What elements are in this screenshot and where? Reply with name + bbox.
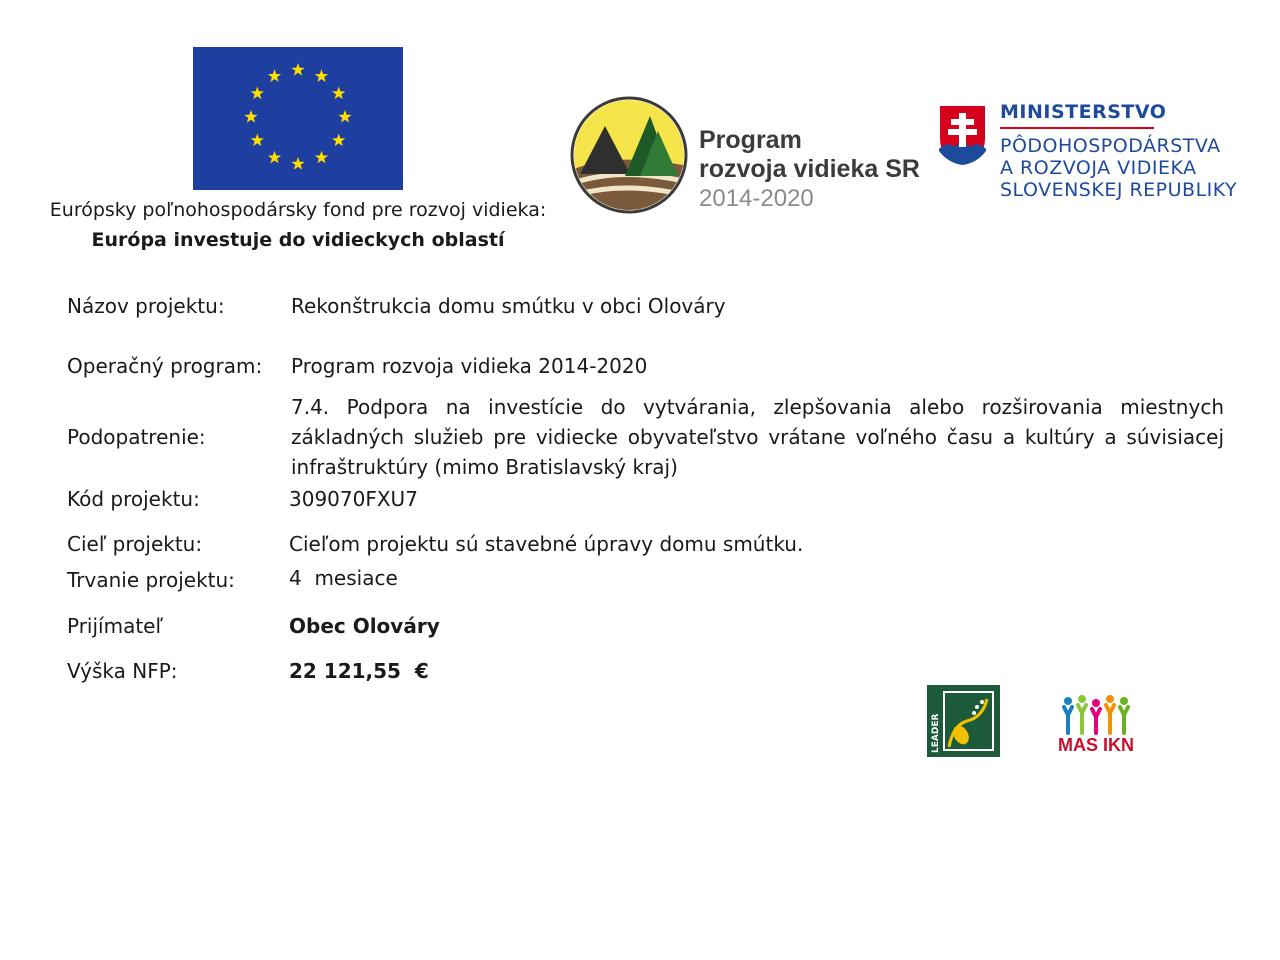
slovak-coat-of-arms-icon bbox=[937, 103, 988, 167]
duration-value: 4 mesiace bbox=[289, 566, 398, 590]
mas-ikn-label: MAS IKN bbox=[1058, 735, 1134, 755]
project-name-value: Rekonštrukcia domu smútku v obci Olováry bbox=[291, 294, 726, 318]
project-goal-value: Cieľom projektu sú stavebné úpravy domu smútku. bbox=[289, 532, 804, 556]
program-label: Operačný program: bbox=[67, 354, 263, 378]
project-goal-label: Cieľ projektu: bbox=[67, 532, 203, 556]
leader-text: LEADER bbox=[931, 713, 941, 753]
eu-fund-caption: Európsky poľnohospodársky fond pre rozvoj vidieka: bbox=[49, 199, 547, 221]
program-value: Program rozvoja vidieka 2014-2020 bbox=[291, 354, 648, 378]
ministry-divider bbox=[1000, 127, 1154, 129]
prv-title-line1: Program bbox=[699, 126, 802, 154]
ministry-line1: MINISTERSTVO bbox=[1000, 101, 1167, 123]
eu-flag-icon bbox=[193, 47, 403, 190]
prv-title-line2: rozvoja vidieka SR bbox=[699, 155, 920, 183]
project-name-label: Názov projektu: bbox=[67, 294, 225, 318]
submeasure-value: 7.4. Podpora na investície do vytvárania, zlepšovania alebo rozširovania miestnych základných služieb pre vidiecke obyvateľstvo vrátane voľného času a kultúry a súvisiacej infraštruktúry (mimo Bratislavský kraj) bbox=[291, 395, 1224, 479]
project-code-label: Kód projektu: bbox=[67, 487, 200, 511]
project-code-value: 309070FXU7 bbox=[289, 487, 418, 511]
recipient-label: Prijímateľ bbox=[67, 614, 163, 638]
amount-label: Výška NFP: bbox=[67, 659, 178, 683]
ministry-line3: A ROZVOJA VIDIEKA bbox=[1000, 157, 1197, 179]
ministry-line2: PÔDOHOSPODÁRSTVA bbox=[1000, 135, 1221, 157]
leader-logo-icon bbox=[927, 685, 1000, 757]
recipient-value: Obec Olováry bbox=[289, 614, 440, 638]
duration-label: Trvanie projektu: bbox=[67, 568, 235, 592]
ministry-line4: SLOVENSKEJ REPUBLIKY bbox=[1000, 179, 1238, 201]
program-rozvoja-vidieka-logo-icon bbox=[570, 96, 688, 214]
prv-period: 2014-2020 bbox=[699, 185, 814, 212]
submeasure-label: Podopatrenie: bbox=[67, 425, 206, 449]
eu-slogan: Európa investuje do vidieckych oblastí bbox=[91, 229, 505, 251]
amount-value: 22 121,55 € bbox=[289, 659, 429, 683]
